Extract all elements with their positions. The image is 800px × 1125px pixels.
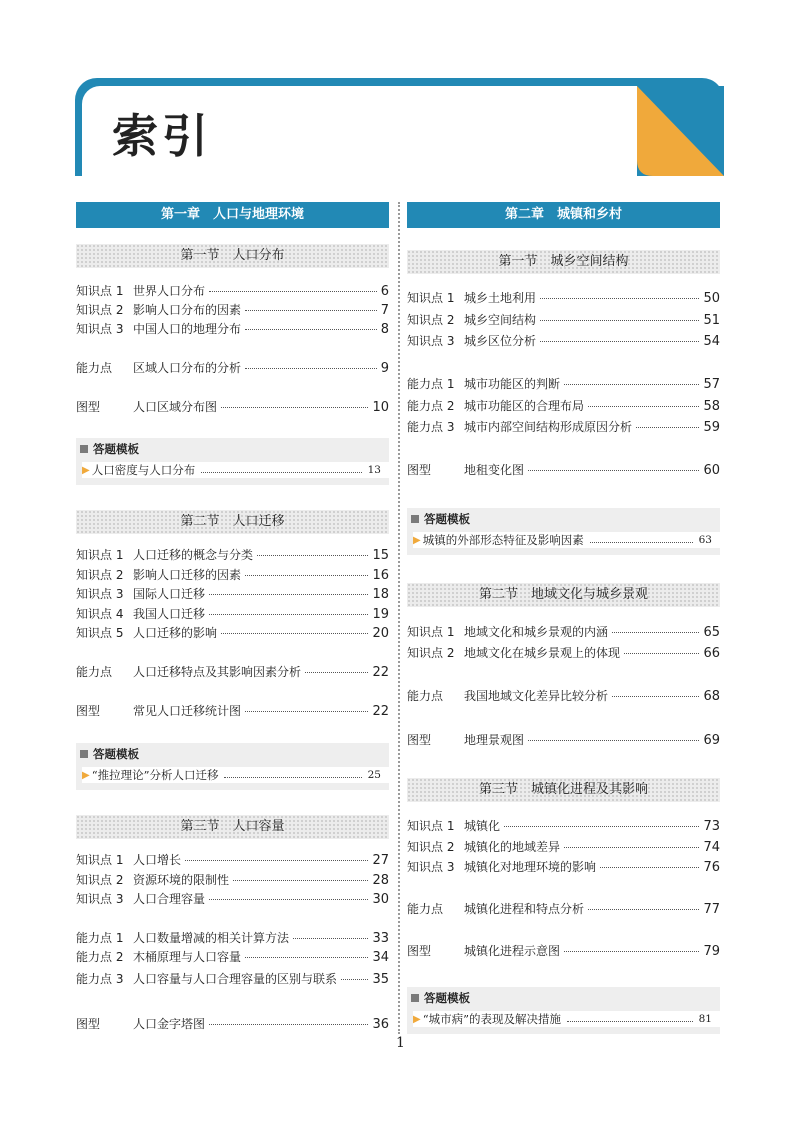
entry-title: 人口迁移的影响	[133, 626, 218, 640]
triangle-arrow-icon: ▶	[413, 534, 421, 546]
entry-title: 地域文化在城乡景观上的体现	[464, 646, 621, 660]
template-page: 63	[698, 534, 712, 546]
entry-title: 资源环境的限制性	[133, 873, 230, 887]
leader-dots	[564, 847, 699, 848]
entry-title: 木桶原理与人口容量	[133, 950, 242, 964]
entry-page: 35	[372, 972, 389, 987]
entry-title: 城镇化进程示意图	[464, 944, 561, 958]
leader-dots	[590, 542, 693, 543]
entry-title: 人口数量增减的相关计算方法	[133, 931, 290, 945]
template-heading	[80, 746, 139, 762]
triangle-arrow-icon: ▶	[413, 1013, 421, 1025]
entry-page: 76	[703, 860, 720, 875]
leader-dots	[540, 298, 699, 299]
section-heading: 第一节 人口分布	[76, 244, 389, 268]
entry-page: 20	[372, 626, 389, 641]
index-entry[interactable]	[76, 948, 389, 966]
entry-title: 城镇化	[464, 819, 501, 833]
index-entry[interactable]	[76, 566, 389, 584]
index-entry[interactable]	[76, 546, 389, 564]
template-text: 城镇的外部形态特征及影响因素	[422, 533, 584, 547]
entry-page: 65	[703, 625, 720, 640]
entry-title: 城市功能区的合理布局	[464, 399, 585, 413]
answer-template-box	[407, 987, 720, 1034]
entry-kind: 图型	[76, 1017, 101, 1031]
index-entry[interactable]	[407, 858, 720, 876]
entry-page: 57	[703, 377, 720, 392]
index-entry[interactable]	[76, 282, 389, 300]
answer-template-box	[76, 743, 389, 790]
entry-title: 我国人口迁移	[133, 607, 206, 621]
entry-title: 人口增长	[133, 853, 182, 867]
index-entry[interactable]	[407, 687, 720, 705]
header-white-panel	[82, 86, 724, 176]
entry-kind: 能力点	[407, 902, 444, 916]
template-text: “城市病”的表现及解决措施	[422, 1012, 561, 1026]
entry-kind: 能力点 3	[407, 420, 455, 434]
leader-dots	[224, 777, 361, 778]
entry-page: 16	[372, 568, 389, 583]
entry-page: 10	[372, 400, 389, 415]
entry-page: 66	[703, 646, 720, 661]
index-entry[interactable]	[407, 838, 720, 856]
template-page: 13	[367, 464, 381, 476]
leader-dots	[588, 406, 699, 407]
entry-title: 城镇化进程和特点分析	[464, 902, 585, 916]
entry-page: 36	[372, 1017, 389, 1032]
entry-page: 59	[703, 420, 720, 435]
index-entry[interactable]	[407, 623, 720, 641]
entry-kind: 知识点 1	[76, 284, 124, 298]
template-heading	[80, 441, 139, 457]
entry-title: 城乡土地利用	[464, 291, 537, 305]
entry-page: 74	[703, 840, 720, 855]
template-entry[interactable]	[413, 532, 720, 548]
entry-page: 54	[703, 334, 720, 349]
leader-dots	[185, 860, 368, 861]
index-entry[interactable]	[407, 817, 720, 835]
entry-page: 6	[380, 284, 389, 299]
index-entry[interactable]	[76, 359, 389, 377]
entry-title: 地理景观图	[464, 733, 525, 747]
leader-dots	[528, 470, 699, 471]
entry-kind: 能力点	[407, 689, 444, 703]
triangle-arrow-icon: ▶	[82, 464, 90, 476]
index-entry[interactable]	[407, 397, 720, 415]
index-entry[interactable]	[76, 624, 389, 642]
template-label: 答题模板	[424, 512, 470, 526]
entry-kind: 知识点 2	[407, 313, 455, 327]
chapter-heading: 第一章 人口与地理环境	[76, 202, 389, 228]
entry-page: 73	[703, 819, 720, 834]
entry-page: 18	[372, 587, 389, 602]
entry-kind: 能力点 1	[407, 377, 455, 391]
entry-title: 我国地域文化差异比较分析	[464, 689, 609, 703]
entry-kind: 能力点 1	[76, 931, 124, 945]
template-entry[interactable]	[82, 767, 389, 783]
entry-page: 7	[380, 303, 389, 318]
leader-dots	[209, 1024, 368, 1025]
leader-dots	[636, 427, 699, 428]
entry-title: 城镇化的地域差异	[464, 840, 561, 854]
leader-dots	[209, 291, 377, 292]
page-number: 1	[396, 1035, 405, 1051]
answer-template-box	[407, 508, 720, 555]
entry-kind: 知识点 3	[76, 587, 124, 601]
index-entry[interactable]	[76, 702, 389, 720]
entry-title: 地域文化和城乡景观的内涵	[464, 625, 609, 639]
entry-title: 常见人口迁移统计图	[133, 704, 242, 718]
template-entry[interactable]	[82, 462, 389, 478]
entry-kind: 图型	[407, 733, 432, 747]
leader-dots	[221, 633, 368, 634]
entry-page: 8	[380, 322, 389, 337]
entry-title: 城镇化对地理环境的影响	[464, 860, 597, 874]
leader-dots	[233, 880, 368, 881]
entry-title: 城市功能区的判断	[464, 377, 561, 391]
entry-title: 区域人口分布的分析	[133, 361, 242, 375]
leader-dots	[588, 909, 699, 910]
entry-page: 30	[372, 892, 389, 907]
index-entry[interactable]	[407, 731, 720, 749]
entry-title: 世界人口分布	[133, 284, 206, 298]
entry-kind: 知识点 2	[407, 646, 455, 660]
index-entry[interactable]	[407, 418, 720, 436]
leader-dots	[540, 320, 699, 321]
entry-page: 15	[372, 548, 389, 563]
template-heading	[411, 990, 470, 1006]
index-entry[interactable]	[76, 605, 389, 623]
entry-kind: 图型	[407, 944, 432, 958]
section-heading: 第三节 人口容量	[76, 815, 389, 839]
entry-kind: 知识点 1	[76, 548, 124, 562]
entry-title: 城乡空间结构	[464, 313, 537, 327]
leader-dots	[341, 979, 368, 980]
entry-kind: 知识点 1	[407, 625, 455, 639]
entry-kind: 知识点 4	[76, 607, 124, 621]
entry-title: 中国人口的地理分布	[133, 322, 242, 336]
entry-kind: 能力点	[76, 361, 113, 375]
index-entry[interactable]	[76, 851, 389, 869]
template-text: 人口密度与人口分布	[91, 463, 196, 477]
entry-kind: 能力点 3	[76, 972, 124, 986]
index-entry[interactable]	[407, 461, 720, 479]
leader-dots	[245, 957, 368, 958]
entry-kind: 知识点 3	[76, 322, 124, 336]
index-entry[interactable]	[76, 871, 389, 889]
template-label: 答题模板	[93, 442, 139, 456]
template-heading	[411, 511, 470, 527]
chapter-heading: 第二章 城镇和乡村	[407, 202, 720, 228]
leader-dots	[257, 555, 368, 556]
index-entry[interactable]	[76, 398, 389, 416]
entry-title: 人口合理容量	[133, 892, 206, 906]
index-entry[interactable]	[407, 942, 720, 960]
leader-dots	[209, 594, 368, 595]
entry-title: 人口容量与人口合理容量的区别与联系	[133, 972, 338, 986]
index-entry[interactable]	[407, 375, 720, 393]
entry-title: 地租变化图	[464, 463, 525, 477]
entry-page: 28	[372, 873, 389, 888]
entry-kind: 图型	[76, 704, 101, 718]
entry-kind: 能力点	[76, 665, 113, 679]
index-entry[interactable]	[76, 970, 389, 988]
template-label: 答题模板	[93, 747, 139, 761]
leader-dots	[293, 938, 368, 939]
index-entry[interactable]	[76, 1015, 389, 1033]
entry-kind: 知识点 3	[76, 892, 124, 906]
entry-title: 人口迁移特点及其影响因素分析	[133, 665, 302, 679]
entry-kind: 能力点 2	[76, 950, 124, 964]
entry-page: 19	[372, 607, 389, 622]
entry-page: 69	[703, 733, 720, 748]
entry-title: 影响人口迁移的因素	[133, 568, 242, 582]
entry-page: 22	[372, 665, 389, 680]
leader-dots	[624, 653, 699, 654]
section-heading: 第三节 城镇化进程及其影响	[407, 778, 720, 802]
index-entry[interactable]	[76, 585, 389, 603]
leader-dots	[612, 632, 699, 633]
entry-kind: 知识点 5	[76, 626, 124, 640]
entry-title: 人口金字塔图	[133, 1017, 206, 1031]
index-entry[interactable]	[407, 900, 720, 918]
entry-page: 34	[372, 950, 389, 965]
entry-kind: 图型	[76, 400, 101, 414]
template-page: 81	[698, 1013, 712, 1025]
entry-title: 人口迁移的概念与分类	[133, 548, 254, 562]
entry-page: 33	[372, 931, 389, 946]
leader-dots	[612, 696, 699, 697]
entry-page: 51	[703, 313, 720, 328]
entry-title: 影响人口分布的因素	[133, 303, 242, 317]
template-page: 25	[367, 769, 381, 781]
folded-corner-icon	[637, 86, 724, 176]
index-entry[interactable]	[407, 644, 720, 662]
leader-dots	[305, 672, 368, 673]
index-entry[interactable]	[76, 929, 389, 947]
leader-dots	[245, 310, 377, 311]
page-title: 索引	[112, 109, 212, 163]
entry-page: 27	[372, 853, 389, 868]
template-text: “推拉理论”分析人口迁移	[91, 768, 219, 782]
entry-kind: 能力点 2	[407, 399, 455, 413]
entry-title: 国际人口迁移	[133, 587, 206, 601]
section-heading: 第一节 城乡空间结构	[407, 250, 720, 274]
entry-page: 58	[703, 399, 720, 414]
entry-kind: 知识点 3	[407, 334, 455, 348]
entry-kind: 知识点 2	[407, 840, 455, 854]
square-bullet-icon	[80, 750, 88, 758]
column-divider	[398, 202, 400, 1034]
entry-kind: 知识点 1	[76, 853, 124, 867]
section-heading: 第二节 地域文化与城乡景观	[407, 583, 720, 607]
entry-kind: 知识点 3	[407, 860, 455, 874]
entry-title: 城乡区位分析	[464, 334, 537, 348]
leader-dots	[540, 341, 699, 342]
leader-dots	[528, 740, 699, 741]
index-entry[interactable]	[76, 890, 389, 908]
entry-page: 77	[703, 902, 720, 917]
leader-dots	[245, 368, 377, 369]
entry-kind: 图型	[407, 463, 432, 477]
entry-page: 79	[703, 944, 720, 959]
leader-dots	[564, 384, 699, 385]
template-entry[interactable]	[413, 1011, 720, 1027]
leader-dots	[600, 867, 699, 868]
entry-kind: 知识点 2	[76, 568, 124, 582]
triangle-arrow-icon: ▶	[82, 769, 90, 781]
leader-dots	[245, 329, 377, 330]
entry-kind: 知识点 2	[76, 873, 124, 887]
index-entry[interactable]	[76, 301, 389, 319]
leader-dots	[504, 826, 699, 827]
leader-dots	[567, 1021, 693, 1022]
entry-page: 22	[372, 704, 389, 719]
entry-page: 60	[703, 463, 720, 478]
entry-kind: 知识点 1	[407, 819, 455, 833]
template-label: 答题模板	[424, 991, 470, 1005]
entry-page: 50	[703, 291, 720, 306]
index-entry[interactable]	[407, 289, 720, 307]
leader-dots	[221, 407, 368, 408]
entry-title: 人口区域分布图	[133, 400, 218, 414]
leader-dots	[245, 575, 368, 576]
square-bullet-icon	[411, 515, 419, 523]
leader-dots	[201, 472, 361, 473]
entry-page: 9	[380, 361, 389, 376]
entry-kind: 知识点 1	[407, 291, 455, 305]
section-heading: 第二节 人口迁移	[76, 510, 389, 534]
leader-dots	[209, 899, 368, 900]
leader-dots	[245, 711, 368, 712]
leader-dots	[564, 951, 699, 952]
entry-kind: 知识点 2	[76, 303, 124, 317]
index-entry[interactable]	[76, 663, 389, 681]
index-header	[75, 78, 724, 176]
entry-title: 城市内部空间结构形成原因分析	[464, 420, 633, 434]
answer-template-box	[76, 438, 389, 485]
square-bullet-icon	[411, 994, 419, 1002]
entry-page: 68	[703, 689, 720, 704]
index-entry[interactable]	[407, 332, 720, 350]
index-entry[interactable]	[76, 320, 389, 338]
index-entry[interactable]	[407, 311, 720, 329]
square-bullet-icon	[80, 445, 88, 453]
leader-dots	[209, 614, 368, 615]
